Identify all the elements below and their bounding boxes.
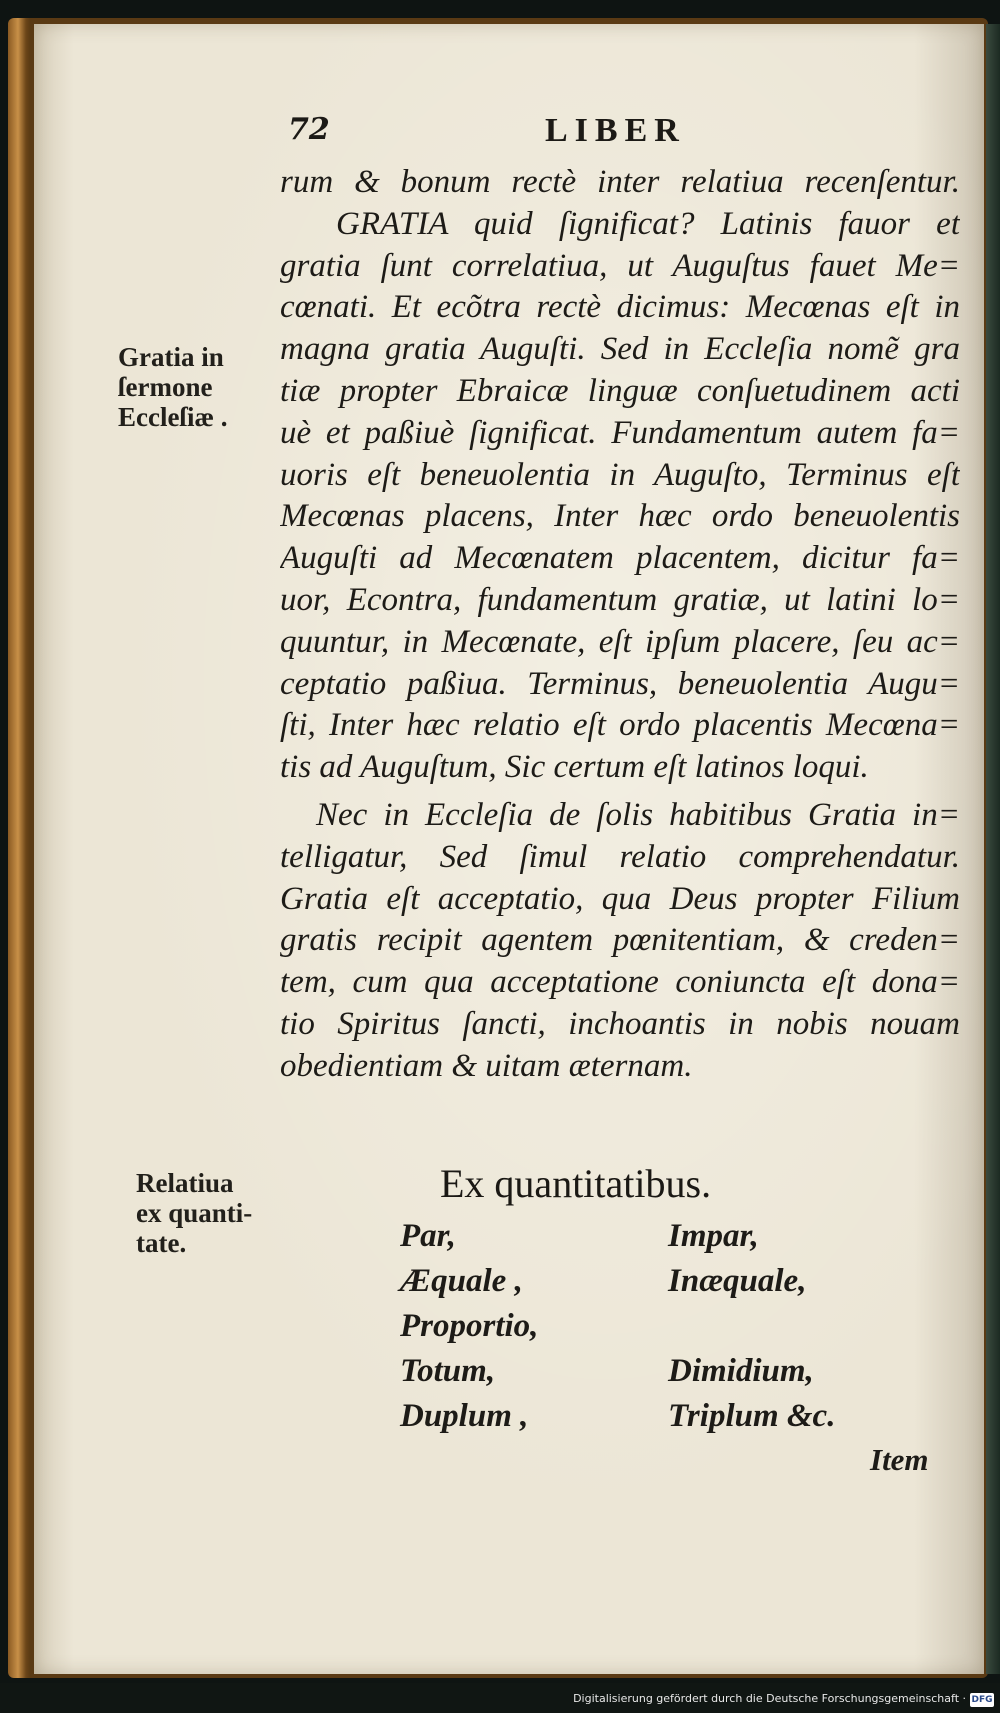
- term-left: Æquale ,: [400, 1263, 523, 1299]
- term-row: [400, 1353, 920, 1398]
- term-left: Par,: [400, 1218, 456, 1254]
- term-left: Totum,: [400, 1353, 496, 1389]
- page-header: [0, 112, 1000, 152]
- text-line: cœnati. Et ecõtra rectè dicimus: Mecœnas eſt in: [280, 289, 960, 326]
- margin-note-relatiua: [136, 1168, 252, 1258]
- terms-list: [400, 1218, 920, 1443]
- running-head: LIBER: [545, 112, 686, 149]
- text-line: gratis recipit agentem pœnitentiam, & creden=: [280, 922, 960, 959]
- catchword: Item: [870, 1442, 929, 1477]
- term-left: Duplum ,: [400, 1398, 529, 1434]
- digitization-credit: Digitalisierung gefördert durch die Deutsche Forschungsgemeinschaft ·: [573, 1692, 966, 1705]
- term-right: Inæquale,: [668, 1263, 807, 1299]
- page-right-edge: [986, 24, 1000, 1674]
- text-line: ceptatio paßiua. Terminus, beneuolentia Augu=: [280, 665, 960, 702]
- text-line: ſti, Inter hæc relatio eſt ordo placentis Mecœna=: [280, 707, 960, 744]
- text-line: obedientiam & uitam æternam.: [280, 1047, 693, 1084]
- term-left: Proportio,: [400, 1308, 539, 1344]
- margin-note-line: Relatiua: [136, 1168, 234, 1198]
- term-right: Triplum &c.: [668, 1398, 836, 1434]
- text-line: GRATIA quid ſignificat? Latinis fauor et: [336, 205, 960, 242]
- footer-bar: [0, 1683, 1000, 1713]
- term-row: [400, 1398, 920, 1443]
- page-number: 72: [288, 112, 330, 147]
- section-heading: Ex quantitatibus.: [440, 1161, 712, 1206]
- dfg-logo-icon: DFG: [971, 1695, 993, 1705]
- text-line: Nec in Eccleſia de ſolis habitibus Gratia in=: [316, 796, 960, 833]
- text-line: tiæ propter Ebraicæ linguæ conſuetudinem acti: [280, 372, 960, 409]
- margin-note-line: Eccleſiæ .: [118, 402, 228, 432]
- margin-note-line: tate.: [136, 1228, 187, 1258]
- margin-note-line: Gratia in: [118, 342, 224, 372]
- margin-note-line: ſermone: [118, 372, 213, 402]
- text-line: tem, cum qua acceptatione coniuncta eſt dona=: [280, 964, 960, 1001]
- text-line: Mecœnas placens, Inter hæc ordo beneuolentis: [280, 498, 960, 535]
- text-line: Auguſti ad Mecœnatem placentem, dicitur fa=: [280, 540, 960, 577]
- text-line: tis ad Auguſtum, Sic certum eſt latinos loqui.: [280, 749, 869, 786]
- text-line: uè et paßiuè ſignificat. Fundamentum autem fa=: [280, 414, 960, 451]
- margin-note-gratia: [118, 342, 227, 432]
- term-right: Dimidium,: [668, 1353, 814, 1389]
- text-line: telligatur, Sed ſimul relatio comprehendatur.: [280, 838, 960, 875]
- main-text: [280, 162, 960, 1088]
- text-line: magna gratia Auguſti. Sed in Eccleſia nomẽ gra: [280, 331, 960, 368]
- term-right: Impar,: [668, 1218, 759, 1254]
- text-line: uor, Econtra, fundamentum gratiæ, ut latini lo=: [280, 581, 960, 618]
- text-line: quuntur, in Mecœnate, eſt ipſum placere, ſeu ac=: [280, 623, 960, 660]
- text-line: rum & bonum rectè inter relatiua recenſentur.: [280, 164, 960, 200]
- term-row: [400, 1308, 920, 1353]
- text-line: Gratia eſt acceptatio, qua Deus propter Filium: [280, 880, 960, 917]
- text-line: gratia ſunt correlatiua, ut Auguſtus fauet Me=: [280, 247, 960, 284]
- text-line: tio Spiritus ſancti, inchoantis in nobis nouam: [280, 1005, 960, 1042]
- margin-note-line: ex quanti-: [136, 1198, 253, 1228]
- text-line: uoris eſt beneuolentia in Auguſto, Terminus eſt: [280, 456, 960, 493]
- term-row: [400, 1218, 920, 1263]
- term-row: [400, 1263, 920, 1308]
